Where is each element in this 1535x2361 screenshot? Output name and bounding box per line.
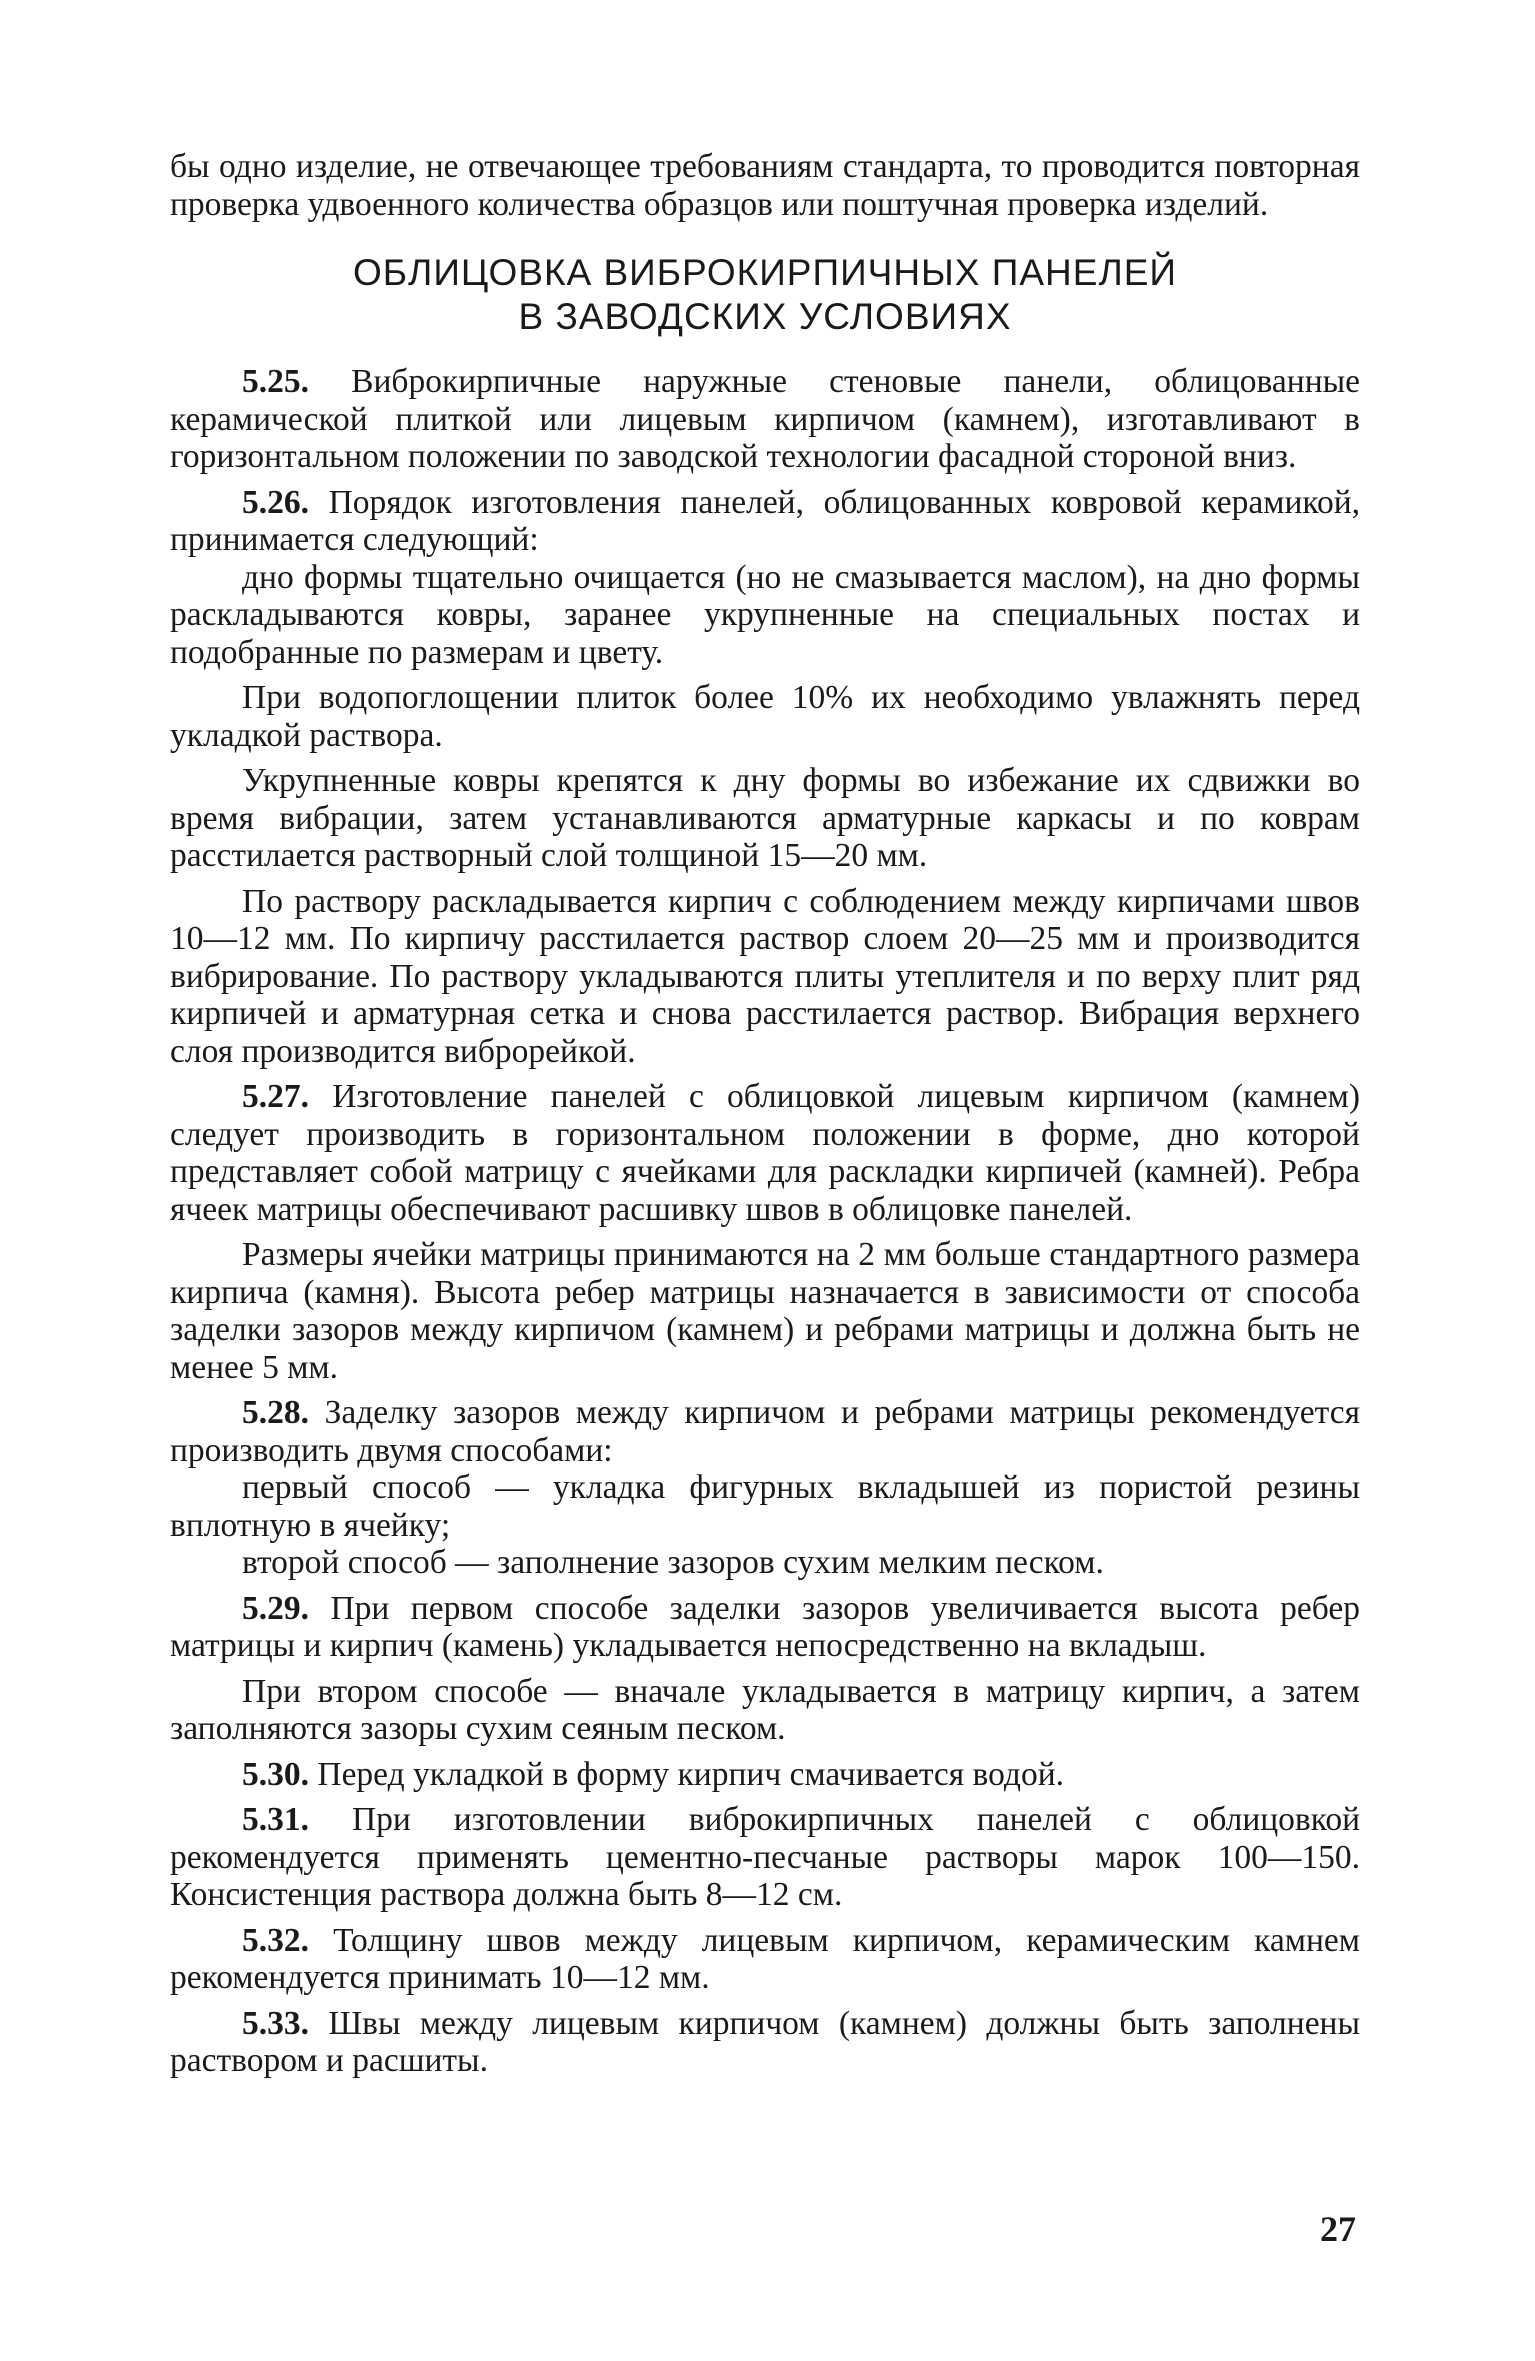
paragraph-text: Швы между лицевым кирпичом (камнем) должны быть заполнены раствором и расшиты. <box>170 2004 1360 2079</box>
paragraph-text: При изготовлении виброкирпичных панелей с облицовкой рекомендуется применять цементно-песчаные растворы марок 100—150. Консистенция раствора должна быть 8—12 см. <box>170 1801 1360 1913</box>
paragraph <box>170 1756 1360 1794</box>
paragraph <box>170 363 1360 476</box>
intro-paragraph: бы одно изделие, не отвечающее требованиям стандарта, то проводится повторная проверка удвоенного количества образцов или поштучная проверка изделий. <box>170 148 1360 223</box>
paragraph-text: Изготовление панелей с облицовкой лицевым кирпичом (камнем) следует производить в горизонтальном положении в форме, дно которой представляет собой матрицу с ячейками для раскладки кирпичей (камней). Ребра ячеек матрицы обеспечивают расшивку швов в облицовке панелей. <box>170 1078 1360 1228</box>
paragraph <box>170 1544 1360 1582</box>
paragraph <box>170 679 1360 754</box>
paragraph-text: При втором способе — вначале укладывается в матрицу кирпич, а затем заполняются зазоры сухим сеяным песком. <box>170 1672 1360 1747</box>
paragraph <box>170 883 1360 1071</box>
paragraph-text: По раствору раскладывается кирпич с соблюдением между кирпичами швов 10—12 мм. По кирпичу расстилается раствор слоем 20—25 мм и производится вибрирование. По раствору укладываются плиты утеплителя и по верху плит ряд кирпичей и арматурная сетка и снова расстилается раствор. Вибрация верхнего слоя производится виброрейкой. <box>170 882 1360 1070</box>
paragraph-text: Виброкирпичные наружные стеновые панели, облицованные керамической плиткой или лицевым кирпичом (камнем), изготавливают в горизонтальном положении по заводской технологии фасадной стороной вниз. <box>170 363 1361 475</box>
paragraph <box>170 1922 1360 1997</box>
paragraph-number: 5.29. <box>242 1589 309 1627</box>
paragraph-text: Размеры ячейки матрицы принимаются на 2 мм больше стандартного размера кирпича (камня). Высота ребер матрицы назначается в зависимости от способа заделки зазоров между кирпичом (камнем) и ребрами матрицы и должна быть не менее 5 мм. <box>170 1236 1360 1386</box>
heading-line-2: В ЗАВОДСКИХ УСЛОВИЯХ <box>518 296 1012 337</box>
paragraph-number: 5.26. <box>242 483 309 521</box>
page-text <box>170 148 1360 2080</box>
paragraph-number: 5.28. <box>242 1394 309 1431</box>
paragraph <box>170 1590 1360 1665</box>
paragraph-text: Порядок изготовления панелей, облицованных ковровой керамикой, принимается следующий: <box>170 483 1360 558</box>
paragraph <box>170 1673 1360 1748</box>
paragraph <box>170 1469 1360 1544</box>
paragraph-number: 5.25. <box>242 363 309 400</box>
heading-line-1: ОБЛИЦОВКА ВИБРОКИРПИЧНЫХ ПАНЕЛЕЙ <box>353 252 1177 293</box>
page-number: 27 <box>1320 2209 1356 2249</box>
paragraph-text: первый способ — укладка фигурных вкладышей из пористой резины вплотную в ячейку; <box>170 1469 1360 1544</box>
paragraph-text: Перед укладкой в форму кирпич смачивается водой. <box>317 1755 1064 1793</box>
paragraph <box>170 559 1360 672</box>
paragraph <box>170 2005 1360 2080</box>
paragraph-number: 5.32. <box>242 1921 309 1959</box>
paragraph-number: 5.27. <box>242 1078 309 1115</box>
paragraph-text: второй способ — заполнение зазоров сухим мелким песком. <box>242 1544 1104 1581</box>
paragraph-number: 5.31. <box>242 1801 309 1838</box>
paragraph <box>170 1394 1360 1469</box>
paragraph-text: дно формы тщательно очищается (но не смазывается маслом), на дно формы раскладываются ковры, заранее укрупненные на специальных постах и подобранные по размерам и цвету. <box>170 558 1360 671</box>
paragraph <box>170 762 1360 875</box>
paragraph <box>170 484 1360 559</box>
paragraph-text: Заделку зазоров между кирпичом и ребрами матрицы рекомендуется производить двумя способами: <box>170 1394 1361 1469</box>
paragraph-number: 5.33. <box>242 2004 309 2042</box>
paragraph-text: Укрупненные ковры крепятся к дну формы во избежание их сдвижки во время вибрации, затем устанавливаются арматурные каркасы и по коврам расстилается растворный слой толщиной 15—20 мм. <box>170 762 1360 874</box>
paragraph <box>170 1236 1360 1386</box>
paragraph <box>170 1078 1360 1228</box>
section-heading <box>170 251 1360 339</box>
paragraph-text: При водопоглощении плиток более 10% их необходимо увлажнять перед укладкой раствора. <box>170 679 1360 754</box>
paragraph <box>170 1801 1360 1914</box>
paragraph-number: 5.30. <box>242 1755 309 1793</box>
paragraph-text: Толщину швов между лицевым кирпичом, керамическим камнем рекомендуется принимать 10—12 мм. <box>170 1921 1360 1996</box>
paragraph-text: При первом способе заделки зазоров увеличивается высота ребер матрицы и кирпич (камень) укладывается непосредственно на вкладыш. <box>170 1589 1361 1664</box>
